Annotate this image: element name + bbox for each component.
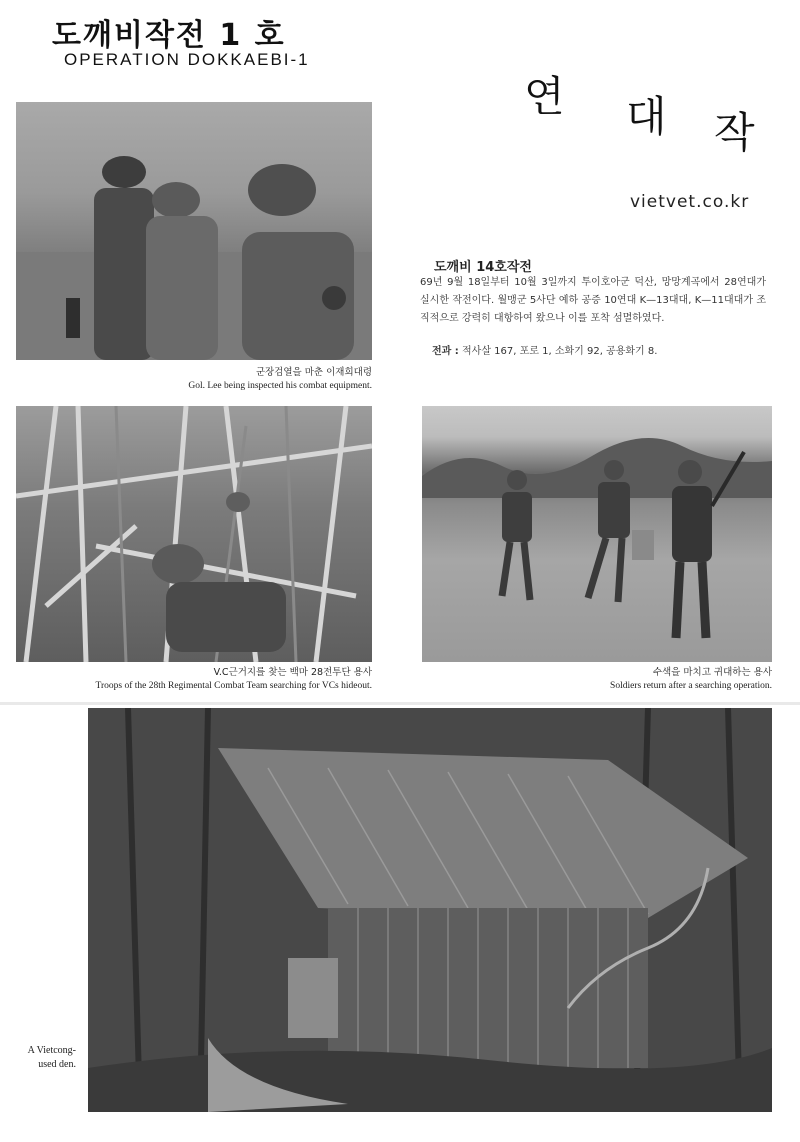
heading-char-2: 대: [626, 92, 667, 141]
website-link[interactable]: vietvet.co.kr: [630, 192, 750, 212]
photo1-caption-en: Gol. Lee being inspected his combat equipment.: [188, 381, 372, 391]
operation-heading: 도깨비 14호작전: [434, 260, 532, 275]
photo-bamboo-search-art: [16, 406, 372, 662]
photo-vietcong-den-art: [88, 708, 772, 1112]
operation-body: 69년 9월 18일부터 10월 3일까지 투이호아군 덕산, 망망계곡에서 28연대가 실시한 작전이다. 월맹군 5사단 예하 공증 10연대 K—13대대, K—11대대가 조직적으로 강력히 대항하여 왔으나 이를 포착 섬멸하였다.: [420, 277, 766, 324]
heading-char-3: 작: [714, 108, 755, 157]
photo-vietcong-den: [88, 708, 772, 1112]
photo2-caption-ko: V.C근거지를 찾는 백마 28전투단 용사: [213, 667, 372, 678]
page-title: 도깨비작전 1 호: [52, 18, 286, 53]
page-subtitle: OPERATION DOKKAEBI-1: [64, 50, 310, 69]
photo-bamboo-search: [16, 406, 372, 662]
result-label: 전과 :: [432, 346, 459, 357]
photo-soldiers-return-art: [422, 406, 772, 662]
page-divider: [0, 702, 800, 705]
result-text: 적사살 167, 포로 1, 소화기 92, 공용화기 8.: [462, 346, 658, 357]
photo2-caption-en: Troops of the 28th Regimental Combat Team searching for VCs hideout.: [95, 681, 372, 691]
photo1-caption-ko: 군장검열을 마춘 이재희대령: [255, 367, 372, 378]
photo3-caption-ko: 수색을 마치고 귀대하는 용사: [652, 667, 772, 678]
photo3-caption-en: Soldiers return after a searching operation.: [610, 681, 772, 691]
photo-soldiers-return: [422, 406, 772, 662]
photo4-caption: A Vietcong-used den.: [27, 1045, 76, 1070]
operation-result: [432, 342, 657, 357]
heading-char-1: 연: [524, 72, 565, 121]
photo-equipment-inspection: [16, 102, 372, 360]
photo-equipment-inspection-art: [16, 102, 372, 360]
